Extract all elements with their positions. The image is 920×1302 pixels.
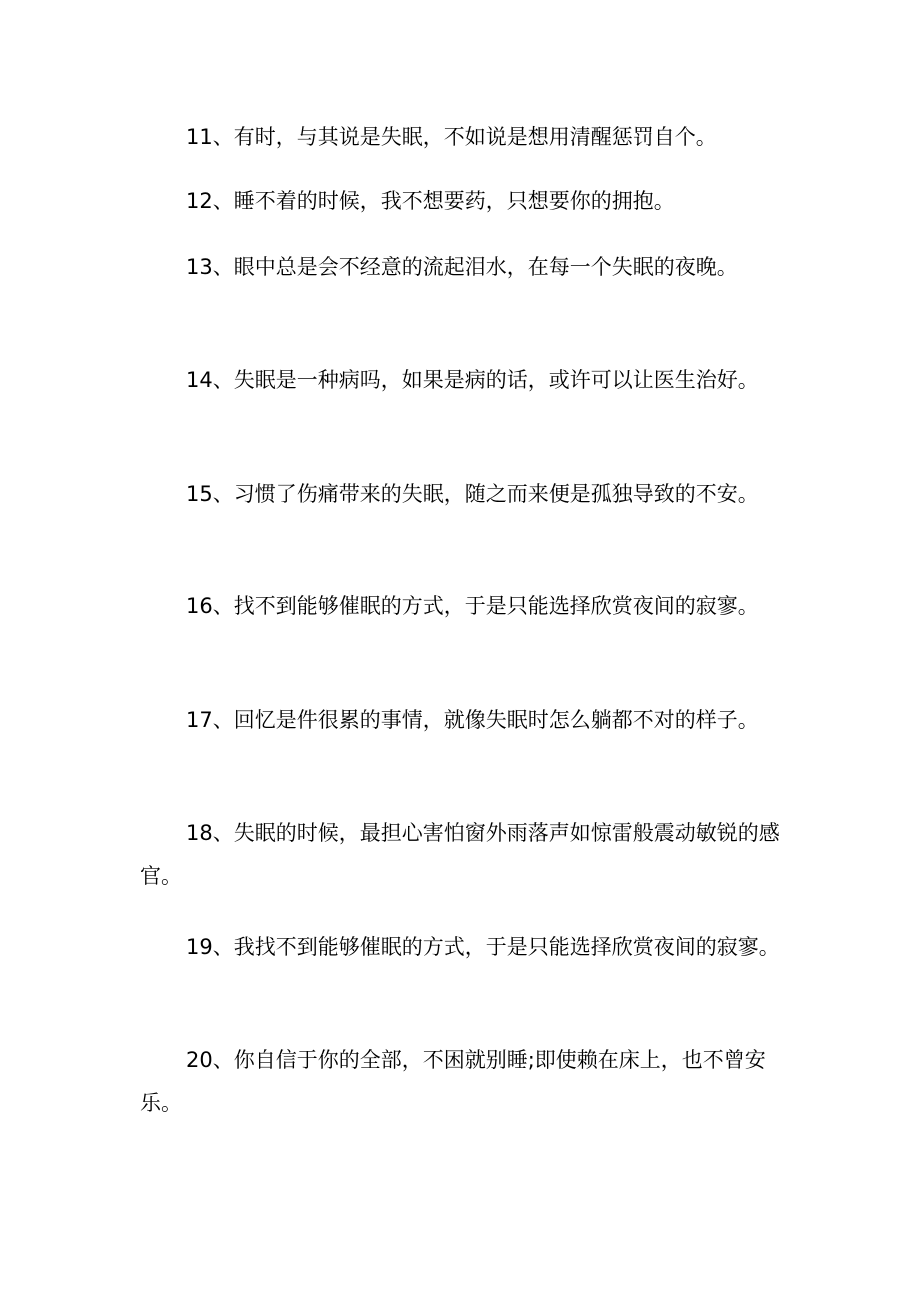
quote-paragraph-14: 14、失眠是一种病吗，如果是病的话，或许可以让医生治好。: [186, 368, 759, 392]
quote-paragraph-18: 18、失眠的时候，最担心害怕窗外雨落声如惊雷般震动敏锐的感官。: [140, 821, 780, 888]
quote-paragraph-15: 15、习惯了伤痛带来的失眠，随之而来便是孤独导致的不安。: [186, 482, 759, 506]
quote-paragraph-13: 13、眼中总是会不经意的流起泪水，在每一个失眠的夜晚。: [186, 255, 738, 279]
quote-paragraph-19: 19、我找不到能够催眠的方式，于是只能选择欣赏夜间的寂寥。: [186, 935, 780, 959]
quote-paragraph-11: 11、有时，与其说是失眠，不如说是想用清醒惩罚自个。: [186, 125, 717, 149]
quote-paragraph-16: 16、找不到能够催眠的方式，于是只能选择欣赏夜间的寂寥。: [186, 594, 759, 618]
quote-paragraph-17: 17、回忆是件很累的事情，就像失眠时怎么躺都不对的样子。: [186, 708, 759, 732]
quote-paragraph-20: 20、你自信于你的全部，不困就别睡;即使赖在床上，也不曾安乐。: [140, 1048, 766, 1115]
quote-paragraph-12: 12、睡不着的时候，我不想要药，只想要你的拥抱。: [186, 189, 675, 213]
